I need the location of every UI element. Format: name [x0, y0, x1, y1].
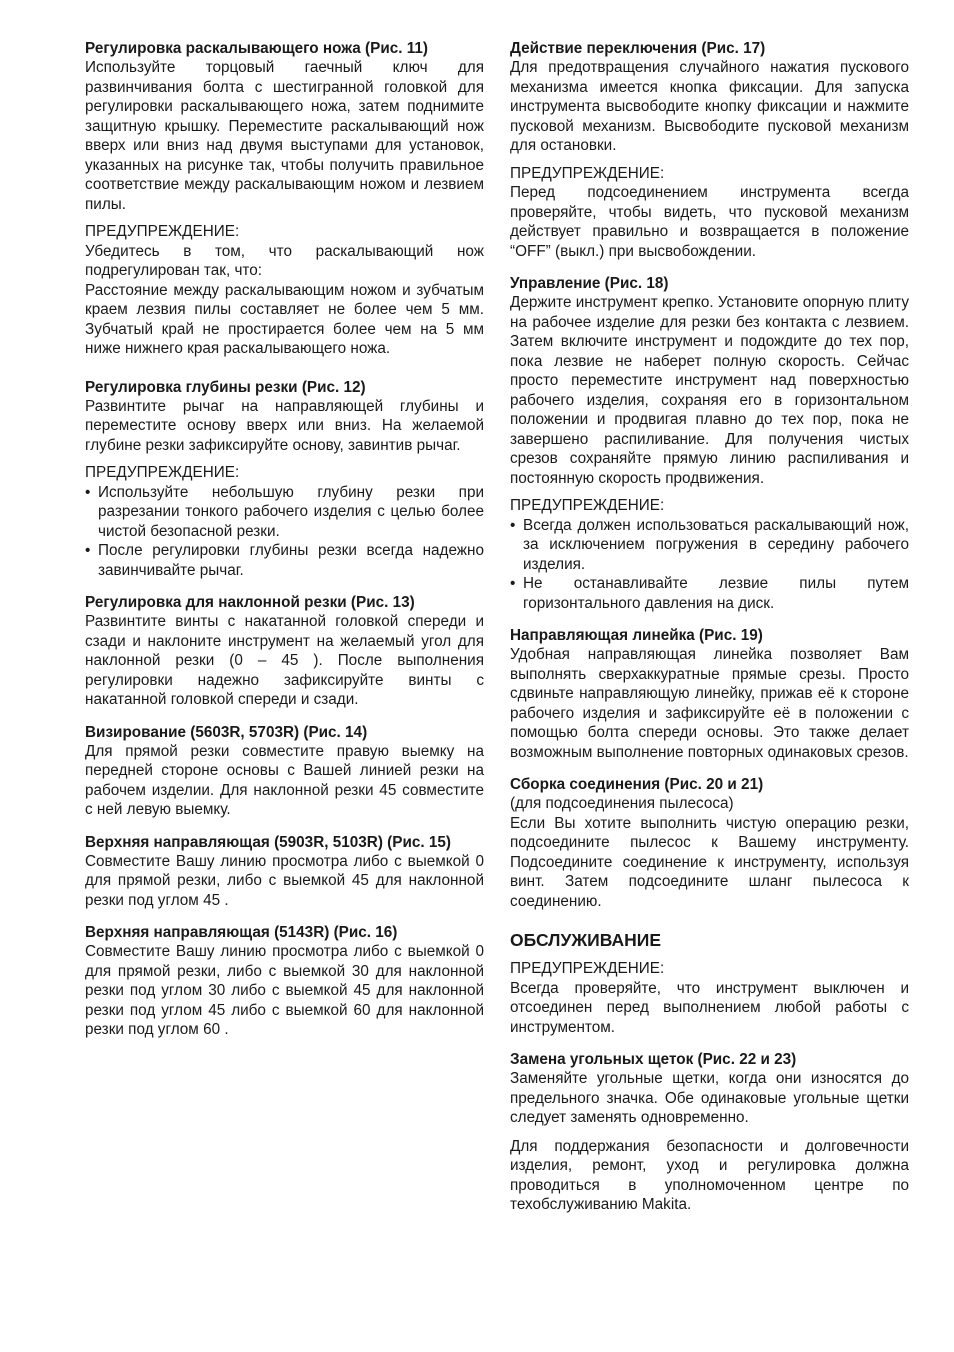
section-depth: [85, 379, 484, 581]
bullet-item: • После регулировки глубины резки всегда надежно завинчивайте рычаг.: [85, 541, 484, 580]
warning-label: ПРЕДУПРЕЖДЕНИЕ:: [510, 497, 665, 514]
section-heading: Верхняя направляющая (5903R, 5103R) (Рис. 15): [85, 833, 451, 851]
warning-label: ПРЕДУПРЕЖДЕНИЕ:: [85, 223, 240, 240]
right-column: [510, 40, 909, 1229]
section-guide-rule: [510, 627, 909, 762]
section-heading: Регулировка раскалывающего ножа (Рис. 11): [85, 40, 429, 57]
section-heading: Верхняя направляющая (5143R) (Рис. 16): [85, 924, 398, 941]
paragraph: Развинтите винты с накатанной головкой спереди и сзади и наклоните инструмент на желаемый угол для наклонной резки (0 – 45 ). После выполнения регулировки надежно зафиксируйте винты с накатанной головкой спереди и сзади.: [85, 613, 484, 708]
paragraph: Убедитесь в том, что раскалывающий нож подрегулирован так, что:: [85, 242, 484, 279]
section-heading: Регулировка глубины резки (Рис. 12): [85, 378, 366, 396]
section-heading: Регулировка для наклонной резки (Рис. 13): [85, 594, 415, 611]
section-carbon-brushes: [510, 1051, 909, 1215]
paragraph: Заменяйте угольные щетки, когда они износятся до предельного значка. Обе одинаковые угольные щетки следует заменять одновременно.: [510, 1070, 909, 1126]
bullet-item: • Не останавливайте лезвие пилы путем горизонтального давления на диск.: [510, 574, 909, 613]
section-joint: [510, 776, 909, 911]
section-top-guide-5903: [85, 834, 484, 911]
section-top-guide-5143: [85, 924, 484, 1040]
paragraph: Для прямой резки совместите правую выемку на передней стороне основы с Вашей линией резки на рабочем изделии. Для наклонной резки 45 совместите с ней левую выемку.: [85, 742, 484, 818]
paragraph-note: (для подсоединения пылесоса): [510, 795, 734, 812]
section-bevel: [85, 594, 484, 710]
paragraph: Совместите Вашу линию просмотра либо с выемкой 0 для прямой резки, либо с выемкой 30 для наклонной резки под углом 30 либо с выемкой 45 для наклонной резки под углом 45 либо с выемкой 60 для наклонной резки под углом 60 .: [85, 943, 484, 1038]
section-sighting: [85, 724, 484, 820]
maintenance-title: ОБСЛУЖИВАНИЕ: [510, 930, 662, 950]
section-heading: Визирование (5603R, 5703R) (Рис. 14): [85, 723, 368, 741]
paragraph: Для предотвращения случайного нажатия пускового механизма имеется кнопка фиксации. Для запуска инструмента высвободите кнопку фиксации и нажмите пусковой механизм. Высвободите пусковой механизм для остановки.: [510, 59, 909, 154]
paragraph: Перед подсоединением инструмента всегда проверяйте, чтобы видеть, что пусковой механизм действует правильно и возвращается в положение “OFF” (выкл.) при высвобождении.: [510, 184, 909, 260]
bullet-list: [510, 516, 909, 614]
paragraph: Удобная направляющая линейка позволяет Вам выполнять сверхаккуратные прямые срезы. Просто сдвиньте направляющую линейку, прижав её к стороне рабочего изделия и зафиксируйте её в положении с помощью болта спереди основы. Это также делает возможным выполнение повторных одинаковых срезов.: [510, 646, 909, 761]
section-heading: Направляющая линейка (Рис. 19): [510, 627, 763, 644]
bullet-item: • Используйте небольшую глубину резки при разрезании тонкого рабочего изделия с целью более чистой безопасной резки.: [85, 483, 484, 542]
paragraph: Расстояние между раскалывающим ножом и зубчатым краем лезвия пилы составляет не более чем 5 мм. Зубчатый край не простирается более чем на 5 мм ниже нижнего края раскалывающего ножа.: [85, 281, 484, 357]
section-switch: [510, 40, 909, 261]
paragraph: Если Вы хотите выполнить чистую операцию резки, подсоедините пылесос к Вашему инструменту. Подсоедините соединение к инструменту, используя винт. Затем подсоедините шланг пылесоса к соединению.: [510, 814, 909, 910]
paragraph: Развинтите рычаг на направляющей глубины и переместите основу вверх или вниз. На желаемой глубине резки зафиксируйте основу, завинтив рычаг.: [85, 397, 484, 454]
bullet-item: • Всегда должен использоваться раскалывающий нож, за исключением погружения в середину рабочего изделия.: [510, 516, 909, 575]
warning-label: ПРЕДУПРЕЖДЕНИЕ:: [510, 960, 665, 977]
paragraph: Для поддержания безопасности и долговечности изделия, ремонт, уход и регулировка должна проводиться в уполномоченном центре по техобслуживанию Makita.: [510, 1137, 909, 1213]
section-heading: Замена угольных щеток (Рис. 22 и 23): [510, 1051, 797, 1068]
bullet-list: [85, 483, 484, 581]
section-heading: Управление (Рис. 18): [510, 275, 669, 292]
section-maintenance: [510, 929, 909, 1037]
paragraph: Совместите Вашу линию просмотра либо с выемкой 0 для прямой резки, либо с выемкой 45 для наклонной резки под углом 45 .: [85, 852, 484, 909]
left-column: [85, 40, 484, 1054]
section-heading: Сборка соединения (Рис. 20 и 21): [510, 776, 764, 793]
paragraph: Используйте торцовый гаечный ключ для развинчивания болта с шестигранной головкой для регулировки раскалывающего ножа, затем поднимите защитную крышку. Переместите раскалывающий нож вверх или вниз над двумя выступами для установок, указанных на рисунке так, чтобы получить правильное соответствие между раскалывающим ножом и лезвием пилы.: [85, 59, 484, 213]
paragraph: Держите инструмент крепко. Установите опорную плиту на рабочее изделие для резки без контакта с лезвием. Затем включите инструмент и подождите до тех пор, пока лезвие не наберет полную скорость. Сейчас просто переместите инструмент над поверхностью рабочего изделия, сохраняя его в горизонтальном положении и продвигая плавно до тех пор, пока не завершено распиливание. Для получения чистых срезов сохраняйте прямую линию распиливания и постоянную скорость продвижения.: [510, 294, 909, 487]
paragraph: Всегда проверяйте, что инструмент выключен и отсоединен перед выполнением любой работы с инструментом.: [510, 979, 909, 1036]
section-operation: [510, 275, 909, 613]
warning-label: ПРЕДУПРЕЖДЕНИЕ:: [85, 464, 240, 481]
section-riving-knife: [85, 40, 484, 359]
warning-label: ПРЕДУПРЕЖДЕНИЕ:: [510, 164, 665, 182]
section-heading: Действие переключения (Рис. 17): [510, 40, 766, 57]
